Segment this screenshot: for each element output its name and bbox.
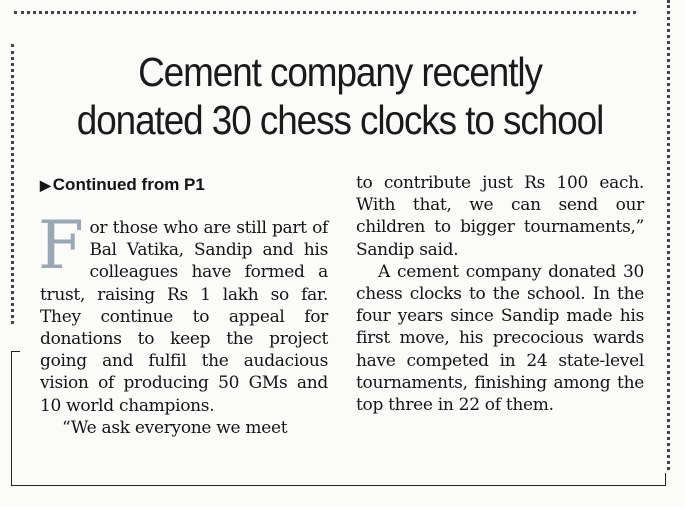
headline-line-2: donated 30 chess clocks to school — [76, 97, 604, 143]
left-dotted-border — [11, 44, 14, 324]
top-dotted-border — [14, 11, 636, 14]
paragraph-1-text: or those who are still part of Bal Vatika, Sandip and his colleagues have formed a trust, raising Rs 1 lakh so far. They continue to appeal for donations to keep the project going and fulfil the audacious vision of producing 50 GMs and 10 world champions. — [40, 218, 328, 416]
headline-line-1: Cement company recently — [138, 49, 542, 95]
paragraph-3: A cement company donated 30 chess clocks to the school. In the four years since Sandip made his first move, his precocious wards have competed in 24 state-level tournaments, finishing among the top three in 22 of them. — [356, 261, 644, 416]
paragraph-2-continued: to contribute just Rs 100 each. With that, we can send our children to bigger tournaments,” Sandip said. — [356, 173, 644, 260]
article-column-2 — [356, 172, 644, 416]
continued-from-link[interactable] — [40, 174, 328, 196]
paragraph-2-start: “We ask everyone we meet — [62, 417, 288, 438]
continued-label: Continued from P1 — [52, 175, 205, 194]
article-column-1 — [40, 172, 328, 439]
paragraph-1 — [38, 207, 328, 417]
triangle-right-icon: ▶ — [40, 177, 51, 193]
drop-cap: F — [38, 207, 84, 284]
right-dotted-border — [667, 0, 670, 470]
headline — [54, 48, 626, 144]
